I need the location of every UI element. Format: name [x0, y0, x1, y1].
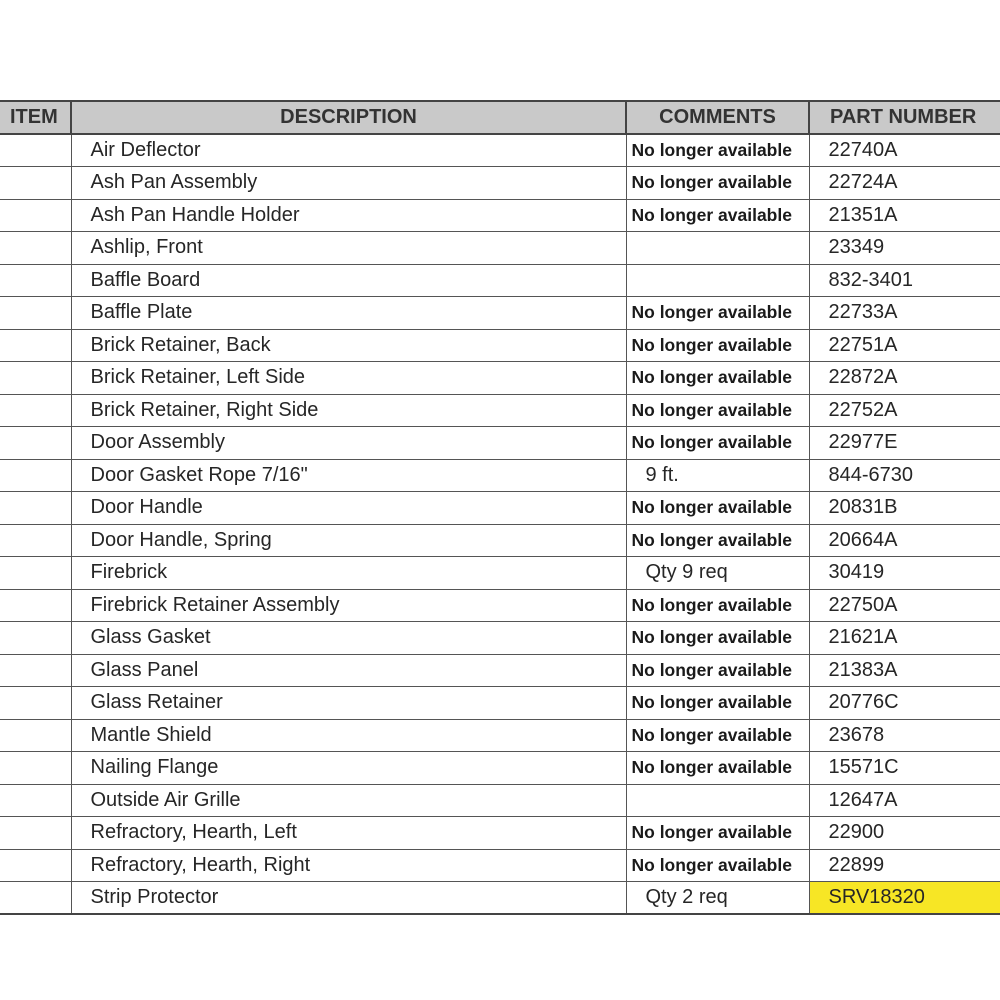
part-number-cell: 22751A [809, 329, 1000, 362]
part-number-cell: 21621A [809, 622, 1000, 655]
part-number-cell: 844-6730 [809, 459, 1000, 492]
parts-table [0, 100, 1000, 915]
part-number-cell: 23349 [809, 232, 1000, 265]
item-cell [0, 394, 71, 427]
description-cell: Baffle Board [71, 264, 626, 297]
comments-cell: Qty 2 req [626, 882, 809, 915]
table-row [0, 492, 1000, 525]
part-number-cell: 23678 [809, 719, 1000, 752]
column-header-description: DESCRIPTION [71, 101, 626, 134]
table-row [0, 849, 1000, 882]
part-number-cell: 832-3401 [809, 264, 1000, 297]
table-row [0, 134, 1000, 167]
table-body [0, 134, 1000, 914]
description-cell: Glass Panel [71, 654, 626, 687]
part-number-cell: 15571C [809, 752, 1000, 785]
item-cell [0, 134, 71, 167]
part-number-cell: 22900 [809, 817, 1000, 850]
comments-cell: No longer available [626, 492, 809, 525]
item-cell [0, 589, 71, 622]
item-cell [0, 752, 71, 785]
table-row [0, 264, 1000, 297]
description-cell: Ashlip, Front [71, 232, 626, 265]
part-number-cell: 20831B [809, 492, 1000, 525]
part-number-cell: 22752A [809, 394, 1000, 427]
item-cell [0, 654, 71, 687]
description-cell: Brick Retainer, Left Side [71, 362, 626, 395]
comments-cell: No longer available [626, 817, 809, 850]
comments-cell: No longer available [626, 199, 809, 232]
part-number-cell: 22899 [809, 849, 1000, 882]
description-cell: Door Handle, Spring [71, 524, 626, 557]
item-cell [0, 719, 71, 752]
description-cell: Air Deflector [71, 134, 626, 167]
column-header-item: ITEM [0, 101, 71, 134]
part-number-cell: 22724A [809, 167, 1000, 200]
item-cell [0, 784, 71, 817]
part-number-cell: 22750A [809, 589, 1000, 622]
comments-cell: No longer available [626, 394, 809, 427]
table-row [0, 394, 1000, 427]
description-cell: Brick Retainer, Back [71, 329, 626, 362]
comments-cell: No longer available [626, 427, 809, 460]
table-row [0, 622, 1000, 655]
part-number-cell: 20664A [809, 524, 1000, 557]
item-cell [0, 622, 71, 655]
column-header-part-number: PART NUMBER [809, 101, 1000, 134]
item-cell [0, 524, 71, 557]
part-number-cell: 22733A [809, 297, 1000, 330]
table-row [0, 362, 1000, 395]
table-row [0, 232, 1000, 265]
comments-cell: No longer available [626, 589, 809, 622]
table-row [0, 459, 1000, 492]
part-number-cell: 30419 [809, 557, 1000, 590]
comments-cell: No longer available [626, 654, 809, 687]
header-row [0, 101, 1000, 134]
table-row [0, 524, 1000, 557]
table-row [0, 752, 1000, 785]
comments-cell: Qty 9 req [626, 557, 809, 590]
table-row [0, 719, 1000, 752]
comments-cell: No longer available [626, 329, 809, 362]
item-cell [0, 264, 71, 297]
description-cell: Door Gasket Rope 7/16" [71, 459, 626, 492]
part-number-cell: 12647A [809, 784, 1000, 817]
part-number-cell: 21351A [809, 199, 1000, 232]
part-number-cell: 22977E [809, 427, 1000, 460]
table-row [0, 199, 1000, 232]
description-cell: Mantle Shield [71, 719, 626, 752]
description-cell: Ash Pan Handle Holder [71, 199, 626, 232]
table-row [0, 687, 1000, 720]
table-header [0, 101, 1000, 134]
item-cell [0, 849, 71, 882]
description-cell: Door Assembly [71, 427, 626, 460]
table-row [0, 817, 1000, 850]
description-cell: Firebrick [71, 557, 626, 590]
item-cell [0, 167, 71, 200]
table-row [0, 654, 1000, 687]
description-cell: Ash Pan Assembly [71, 167, 626, 200]
description-cell: Refractory, Hearth, Left [71, 817, 626, 850]
item-cell [0, 427, 71, 460]
item-cell [0, 882, 71, 915]
comments-cell [626, 232, 809, 265]
description-cell: Brick Retainer, Right Side [71, 394, 626, 427]
table-row [0, 557, 1000, 590]
table-row [0, 784, 1000, 817]
description-cell: Strip Protector [71, 882, 626, 915]
comments-cell: No longer available [626, 134, 809, 167]
description-cell: Glass Gasket [71, 622, 626, 655]
description-cell: Door Handle [71, 492, 626, 525]
description-cell: Firebrick Retainer Assembly [71, 589, 626, 622]
table-row [0, 297, 1000, 330]
comments-cell [626, 784, 809, 817]
table-row [0, 589, 1000, 622]
description-cell: Outside Air Grille [71, 784, 626, 817]
comments-cell: No longer available [626, 849, 809, 882]
item-cell [0, 232, 71, 265]
description-cell: Glass Retainer [71, 687, 626, 720]
item-cell [0, 362, 71, 395]
comments-cell: No longer available [626, 752, 809, 785]
item-cell [0, 329, 71, 362]
comments-cell: No longer available [626, 297, 809, 330]
part-number-cell: 20776C [809, 687, 1000, 720]
item-cell [0, 557, 71, 590]
table-row [0, 329, 1000, 362]
item-cell [0, 687, 71, 720]
table-row [0, 167, 1000, 200]
part-number-cell: SRV18320 [809, 882, 1000, 915]
comments-cell: No longer available [626, 622, 809, 655]
comments-cell [626, 264, 809, 297]
description-cell: Nailing Flange [71, 752, 626, 785]
table-row [0, 427, 1000, 460]
part-number-cell: 22740A [809, 134, 1000, 167]
item-cell [0, 199, 71, 232]
description-cell: Baffle Plate [71, 297, 626, 330]
comments-cell: 9 ft. [626, 459, 809, 492]
comments-cell: No longer available [626, 362, 809, 395]
column-header-comments: COMMENTS [626, 101, 809, 134]
description-cell: Refractory, Hearth, Right [71, 849, 626, 882]
comments-cell: No longer available [626, 687, 809, 720]
item-cell [0, 817, 71, 850]
part-number-cell: 21383A [809, 654, 1000, 687]
part-number-cell: 22872A [809, 362, 1000, 395]
item-cell [0, 459, 71, 492]
item-cell [0, 492, 71, 525]
table-row [0, 882, 1000, 915]
item-cell [0, 297, 71, 330]
comments-cell: No longer available [626, 719, 809, 752]
comments-cell: No longer available [626, 524, 809, 557]
comments-cell: No longer available [626, 167, 809, 200]
